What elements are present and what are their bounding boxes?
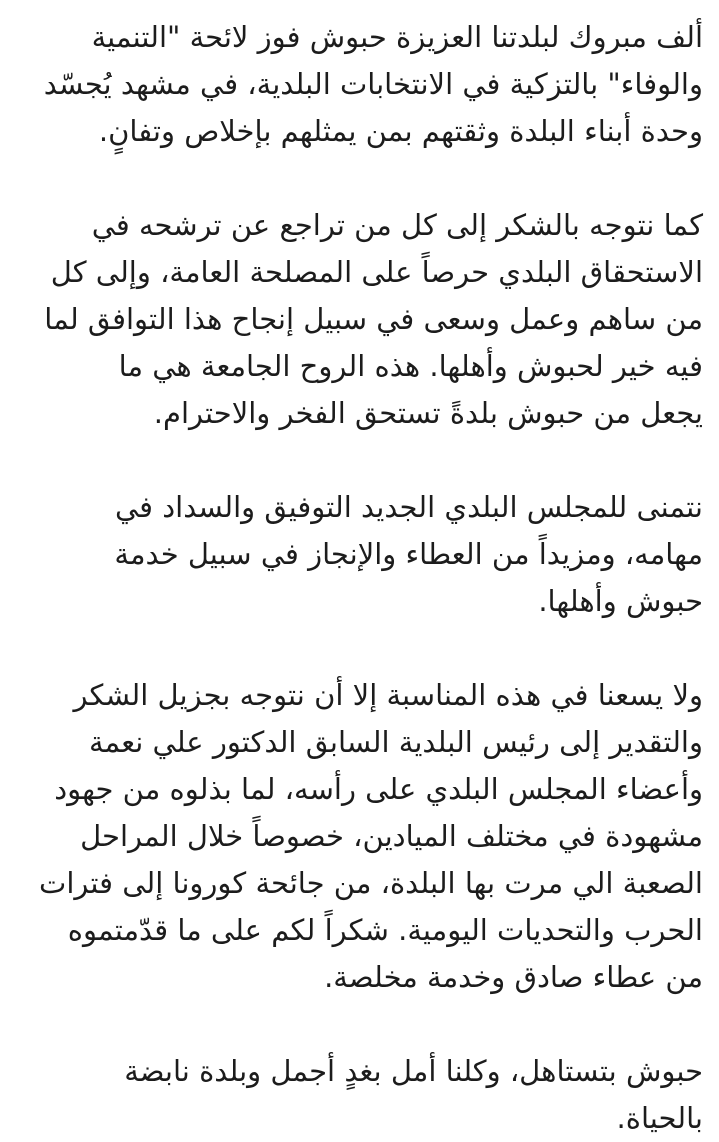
paragraph-wishes <box>16 484 703 625</box>
text-line: بالحياة. <box>616 1101 703 1135</box>
text-line: حبوش وأهلها. <box>538 584 703 618</box>
text-line: نتمنى للمجلس البلدي الجديد التوفيق والسداد في <box>114 490 703 524</box>
text-line: حبوش بتستاهل، وكلنا أمل بغدٍ أجمل وبلدة نابضة <box>124 1054 703 1088</box>
text-line: الصعبة الي مرت بها البلدة، من جائحة كورونا إلى فترات <box>39 866 703 900</box>
text-line: فيه خير لحبوش وأهلها. هذه الروح الجامعة هي ما <box>118 349 703 383</box>
text-line: كما نتوجه بالشكر إلى كل من تراجع عن ترشحه في <box>91 208 703 242</box>
paragraph-closing <box>16 1048 703 1142</box>
text-line: الاستحقاق البلدي حرصاً على المصلحة العامة، وإلى كل <box>50 255 703 289</box>
text-line: والتقدير إلى رئيس البلدية السابق الدكتور علي نعمة <box>88 725 703 759</box>
text-line: وحدة أبناء البلدة وثقتهم بمن يمثلهم بإخلاص وتفانٍ. <box>98 114 703 148</box>
text-line: مشهودة في مختلف الميادين، خصوصاً خلال المراحل <box>80 819 703 853</box>
text-line: ألف مبروك لبلدتنا العزيزة حبوش فوز لائحة "التنمية <box>91 20 703 54</box>
text-line: مهامه، ومزيداً من العطاء والإنجاز في سبيل خدمة <box>114 537 703 571</box>
text-line: يجعل من حبوش بلدةً تستحق الفخر والاحترام. <box>153 396 703 430</box>
text-line: الحرب والتحديات اليومية. شكراً لكم على ما قدّمتموه <box>67 913 703 947</box>
paragraph-thanks-withdrawn <box>16 202 703 437</box>
text-line: ولا يسعنا في هذه المناسبة إلا أن نتوجه بجزيل الشكر <box>73 678 703 712</box>
paragraph-congratulations <box>16 14 703 155</box>
text-line: والوفاء" بالتزكية في الانتخابات البلدية، في مشهد يُجسّد <box>43 67 703 101</box>
paragraph-thanks-former-mayor <box>16 672 703 1001</box>
text-line: من ساهم وعمل وسعى في سبيل إنجاح هذا التوافق لما <box>44 302 703 336</box>
text-line: وأعضاء المجلس البلدي على رأسه، لما بذلوه من جهود <box>54 772 703 806</box>
text-line: من عطاء صادق وخدمة مخلصة. <box>324 960 703 994</box>
